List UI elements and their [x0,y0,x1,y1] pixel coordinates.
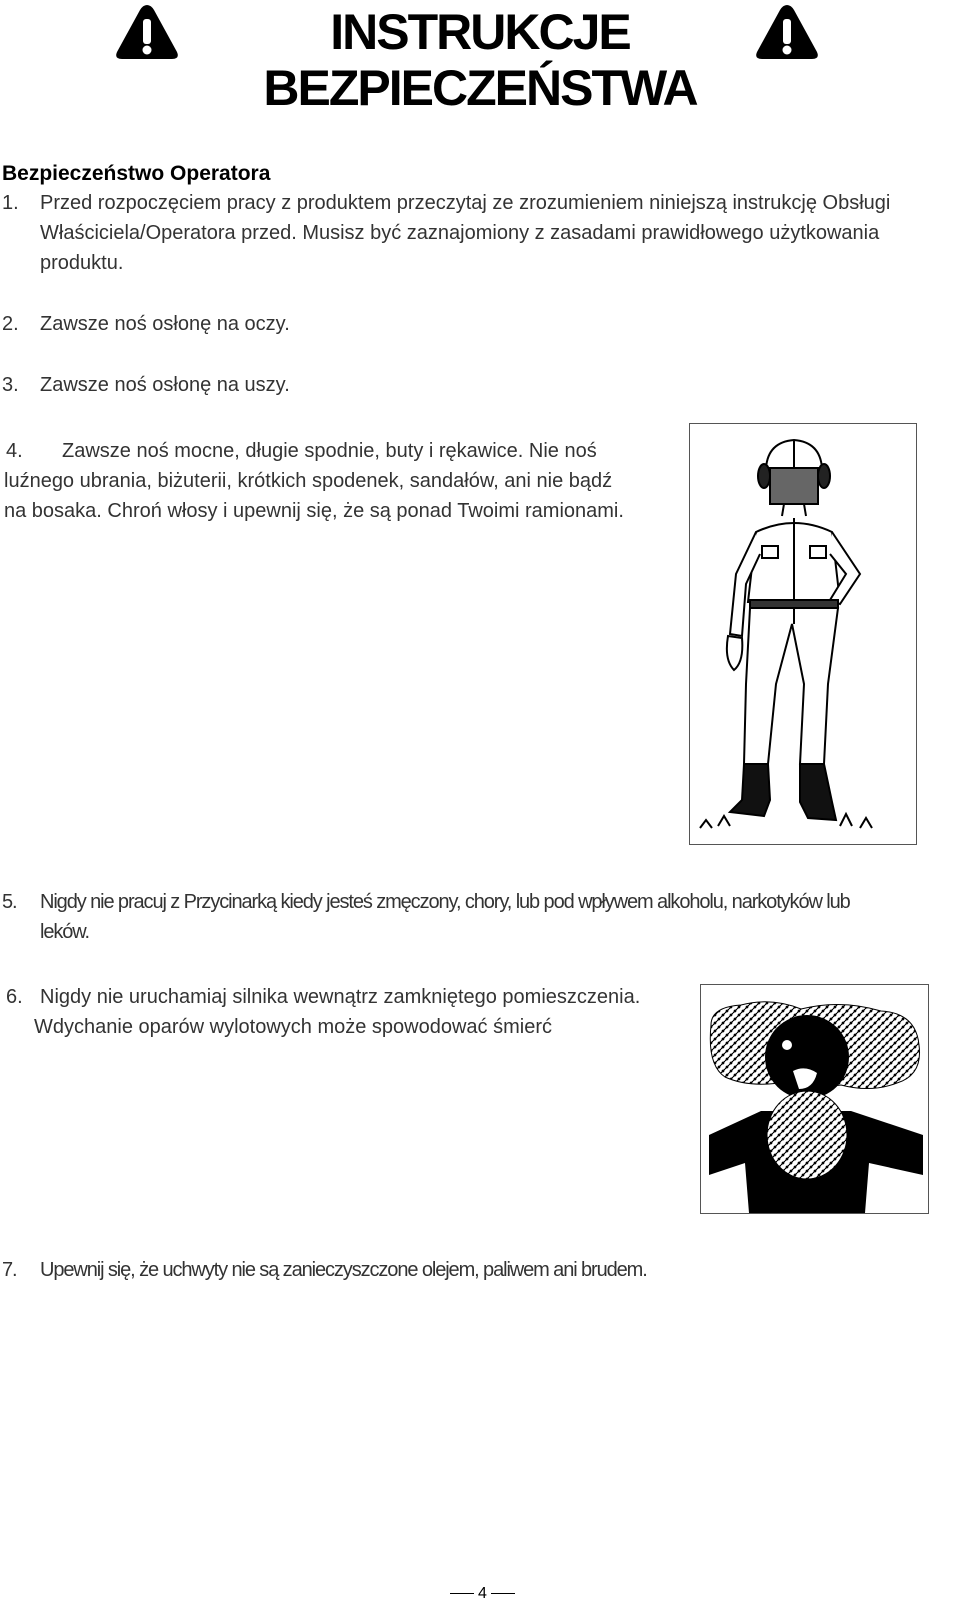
title-line-2: BEZPIECZEŃSTWA [263,60,697,116]
item-line: Zawsze noś mocne, długie spodnie, buty i rękawice. Nie noś [62,440,597,462]
list-item-number: 5. [2,891,17,913]
item-line: Upewnij się, że uchwyty nie są zanieczyszczone olejem, paliwem ani brudem. [40,1259,647,1281]
list-item-number: 7. [2,1259,17,1281]
item-line: leków. [40,921,89,943]
list-item-text [40,188,890,278]
item-line: Nigdy nie pracuj z Przycinarką kiedy jesteś zmęczony, chory, lub pod wpływem alkoholu, narkotyków lub [40,891,850,913]
list-item-number: 2. [2,313,19,335]
list-item-number: 6. [6,986,23,1008]
page-number [446,1585,519,1603]
list-item-number: 1. [2,192,19,214]
warning-triangle-icon [754,2,820,62]
list-item-text-continued [34,1012,552,1042]
list-item-text [40,370,290,400]
warning-triangle-icon [114,2,180,62]
item-line: Wdychanie oparów wylotowych może spowodować śmierć [34,1016,552,1038]
page-number-value: 4 [478,1585,487,1602]
title-line-1: INSTRUKCJE [330,4,630,60]
exhaust-fumes-illustration [700,984,929,1214]
item-line: na bosaka. Chroń włosy i upewnij się, że są ponad Twoimi ramionami. [4,500,624,522]
page-title [200,4,760,116]
list-item-text [40,887,850,947]
item-line: Zawsze noś osłonę na oczy. [40,313,290,335]
item-line: Przed rozpoczęciem pracy z produktem przeczytaj ze zrozumieniem niniejszą instrukcję Obsługi [40,192,891,214]
protective-clothing-illustration [689,423,917,845]
item-line: Właściciela/Operatora przed. Musisz być zaznajomiony z zasadami prawidłowego użytkowania [40,222,880,244]
item-line: luźnego ubrania, biżuterii, krótkich spodenek, sandałów, ani nie bądź [4,470,613,492]
list-item-text [40,309,290,339]
list-item-text [40,982,640,1012]
item-line: Zawsze noś osłonę na uszy. [40,374,290,396]
list-item-number: 3. [2,374,19,396]
list-item-text-continued [4,466,624,526]
section-title: Bezpieczeństwo Operatora [2,162,271,185]
list-item-number: 4. [6,440,23,462]
list-item-text [62,436,597,466]
item-line: Nigdy nie uruchamiaj silnika wewnątrz zamkniętego pomieszczenia. [40,986,641,1008]
list-item-text [40,1255,647,1285]
item-line: produktu. [40,252,124,274]
